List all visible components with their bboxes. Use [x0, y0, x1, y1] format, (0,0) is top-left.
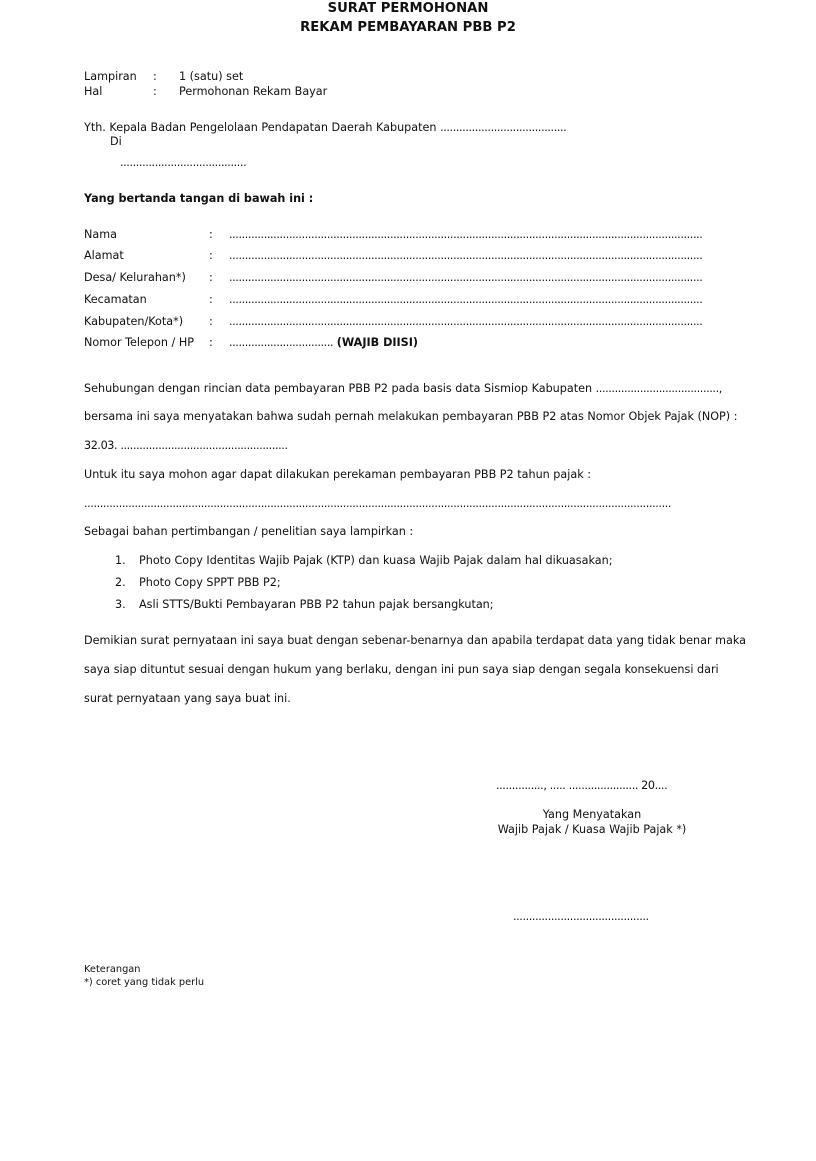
hal-label: Hal: [84, 85, 103, 98]
lampiran-label: Lampiran: [84, 70, 137, 83]
field-alamat-blank: ......................................................................................................................................................: [229, 249, 703, 262]
hal-value: Permohonan Rekam Bayar: [179, 85, 328, 98]
field-telepon-label: Nomor Telepon / HP: [84, 336, 194, 349]
closing-line-1: Demikian surat pernyataan ini saya buat dengan sebenar-benarnya dan apabila terdapat data yang tidak benar maka: [84, 634, 746, 647]
attachment-1-number: 1.: [115, 554, 126, 567]
field-desa-blank: ......................................................................................................................................................: [229, 271, 703, 284]
paragraph-tahun-pajak: Untuk itu saya mohon agar dapat dilakukan perekaman pembayaran PBB P2 tahun pajak :: [84, 468, 592, 481]
closing-line-2: saya siap dituntut sesuai dengan hukum yang berlaku, dengan ini pun saya siap dengan segala konsekuensi dari: [84, 663, 719, 676]
di-label: Di: [110, 135, 122, 148]
hal-colon: :: [153, 85, 157, 98]
attachment-1-text: Photo Copy Identitas Wajib Pajak (KTP) dan kuasa Wajib Pajak dalam hal dikuasakan;: [139, 554, 613, 567]
field-alamat-label: Alamat: [84, 249, 124, 262]
mandatory-note: (WAJIB DIISI): [336, 336, 419, 349]
attachment-3-text: Asli STTS/Bukti Pembayaran PBB P2 tahun pajak bersangkutan;: [139, 598, 494, 611]
field-kabupaten-blank: ......................................................................................................................................................: [229, 315, 703, 328]
paragraph-nop: bersama ini saya menyatakan bahwa sudah pernah melakukan pembayaran PBB P2 atas Nomor Objek Pajak (NOP) :: [84, 410, 738, 423]
lampiran-colon: :: [153, 70, 157, 83]
field-nama-label: Nama: [84, 228, 117, 241]
field-alamat-colon: :: [209, 249, 213, 262]
field-kecamatan-blank: ......................................................................................................................................................: [229, 293, 703, 306]
date-place-line: ..............., ..... ...................... 20....: [496, 779, 668, 792]
kabupaten-blank: ........................................: [440, 121, 567, 134]
document-title-line1: SURAT PERMOHONAN: [327, 1, 489, 16]
footnote-label: Keterangan: [84, 964, 141, 975]
signer-heading: Yang bertanda tangan di bawah ini :: [84, 192, 314, 205]
sismiop-kabupaten-blank: .......................................,: [595, 382, 722, 395]
closing-line-3: surat pernyataan yang saya buat ini.: [84, 692, 291, 705]
field-telepon-colon: :: [209, 336, 213, 349]
attachment-3-number: 3.: [115, 598, 126, 611]
attachment-2-text: Photo Copy SPPT PBB P2;: [139, 576, 281, 589]
field-nama-blank: ......................................................................................................................................................: [229, 228, 703, 241]
paragraph-sehubungan-text: Sehubungan dengan rincian data pembayaran PBB P2 pada basis data Sismiop Kabupaten: [84, 382, 593, 395]
field-desa-label: Desa/ Kelurahan*): [84, 271, 186, 284]
field-telepon-row: [229, 336, 418, 349]
declarant-label: Yang Menyatakan: [542, 808, 642, 821]
document-title-line2: REKAM PEMBAYARAN PBB P2: [300, 20, 516, 35]
field-kabupaten-colon: :: [209, 315, 213, 328]
nop-value: 32.03. .....................................................: [84, 439, 288, 452]
field-kecamatan-label: Kecamatan: [84, 293, 147, 306]
signature-name-blank: ...........................................: [513, 910, 649, 923]
paragraph-sehubungan: [84, 382, 722, 395]
addressee-line: [84, 121, 566, 134]
addressee-text: Yth. Kepala Badan Pengelolaan Pendapatan Daerah Kabupaten: [84, 121, 437, 134]
field-kabupaten-label: Kabupaten/Kota*): [84, 315, 184, 328]
lampiran-value: 1 (satu) set: [179, 70, 244, 83]
attachment-2-number: 2.: [115, 576, 126, 589]
place-blank: ........................................: [120, 156, 247, 169]
tahun-pajak-blank: ..........................................................................................................................................................................................: [84, 497, 672, 510]
field-kecamatan-colon: :: [209, 293, 213, 306]
field-telepon-blank: .................................: [229, 336, 334, 349]
signer-role: Wajib Pajak / Kuasa Wajib Pajak *): [497, 823, 687, 836]
footnote-text: *) coret yang tidak perlu: [84, 977, 205, 988]
paragraph-lampiran: Sebagai bahan pertimbangan / penelitian saya lampirkan :: [84, 525, 414, 538]
field-desa-colon: :: [209, 271, 213, 284]
field-nama-colon: :: [209, 228, 213, 241]
